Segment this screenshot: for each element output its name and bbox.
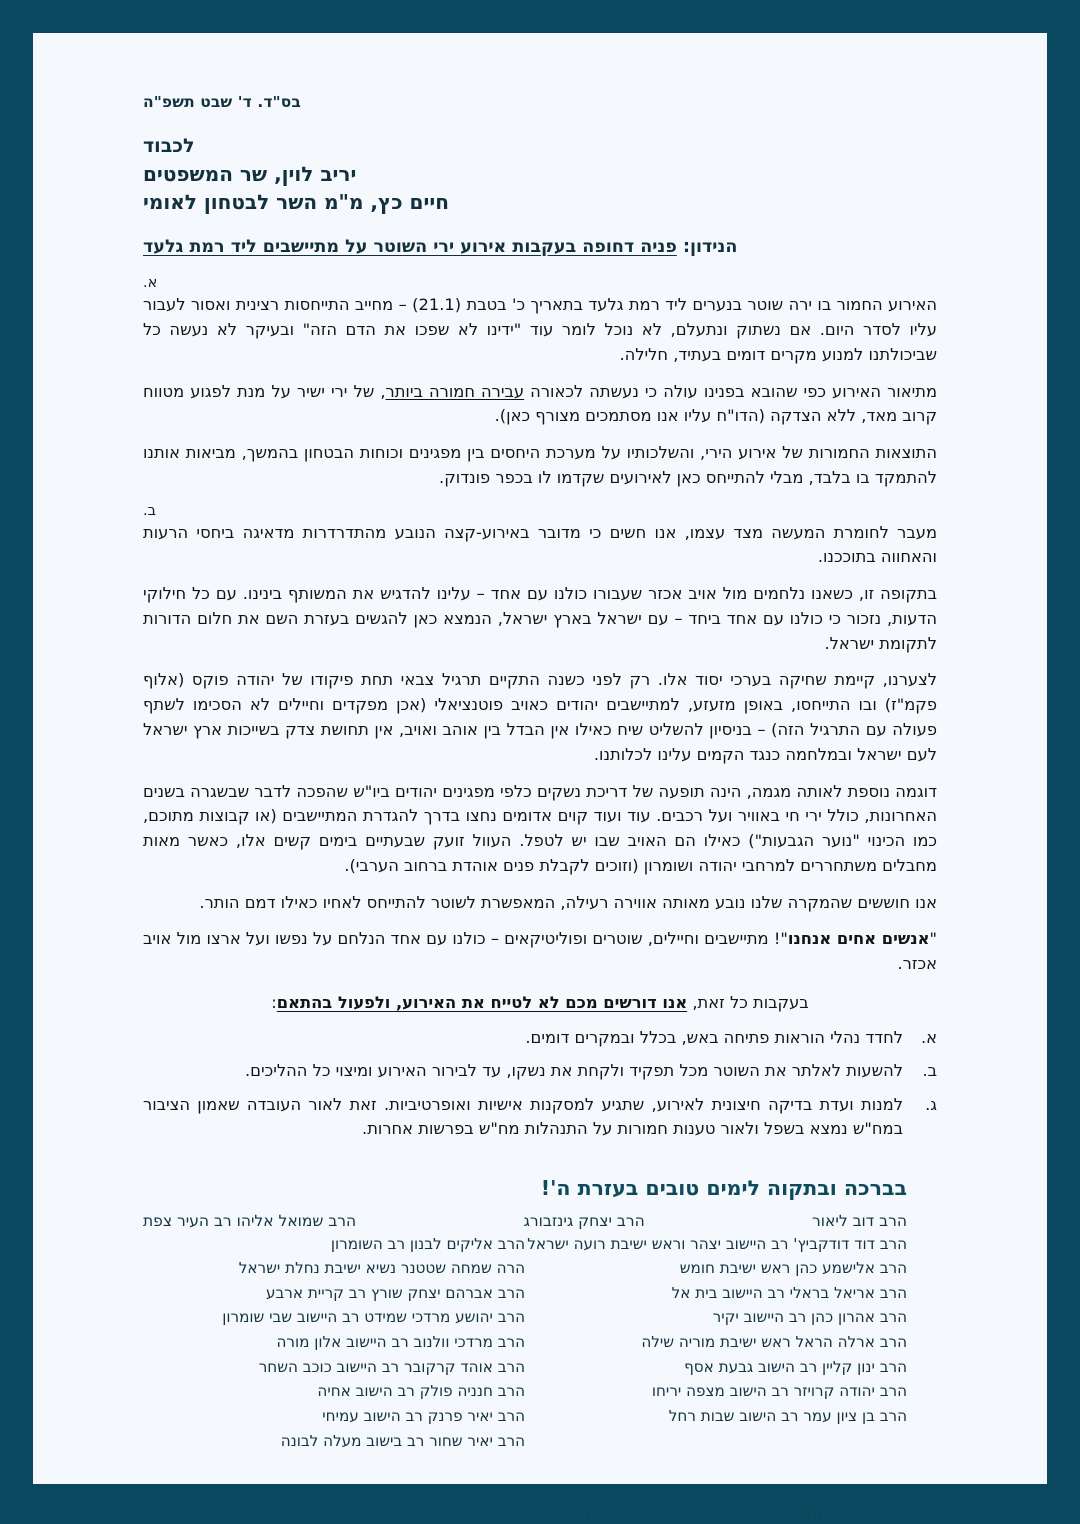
paragraph-text: , של ירי ישיר על מנת לפגוע מטווח קרוב מאד, ללא הצדקה (הדו"ח עליו אנו מסתמכים מצורף כאן). xyxy=(143,381,937,426)
paragraph-text: " xyxy=(929,929,937,949)
signatories-column-right xyxy=(137,1232,525,1454)
demand-marker: ב. xyxy=(922,1061,937,1081)
paragraph-text: דוגמה נוספת לאותה מגמה, הינה תופעה של דריכת נשקים כלפי מפגינים יהודים ביו"ש שהפכה לדבר שבשגרה בשנים האחרונות, כולל ירי חי באוויר ועל רכבים. עוד ועוד קוים אדומים נחצו בדרך להגדרת המתיישבים (או קבוצות מתוכם, כמו הכינוי "נוער הגבעות") כאילו הם האויב שבו יש לטפל. העוול זועק שבעתיים בימים קשים אלו, כאשר מאות מחבלים משתחררים למרחבי יהודה ושומרון (וזוכים לקבלת פנים אוהדת ברחוב הערבי). xyxy=(143,781,937,875)
addressee-secondary: חיים כץ, מ"מ השר לבטחון לאומי xyxy=(143,190,449,215)
addressee-primary: יריב לוין, שר המשפטים xyxy=(143,161,357,186)
subject-label: הנידון xyxy=(689,236,738,257)
paragraph-text: בתקופה זו, כשאנו נלחמים מול אויב אכזר שעבורו כולנו עם אחד – עלינו להדגיש את המשותף בינינו. עם כל חילוקי הדעות, נזכור כי כולנו עם אחד ביחד – עם ישראל בארץ ישראל, הנמצא כאן להגשים בעזרת השם את חלום הדורות לתקומת ישראל. xyxy=(143,584,937,653)
section-marker: א. xyxy=(143,275,158,292)
paragraph xyxy=(143,293,937,367)
signatories-column-left xyxy=(525,1232,907,1454)
signatory: הרב אברהם יצחק שורץ רב קריית ארבע xyxy=(265,1283,525,1302)
salutation: לכבוד xyxy=(143,135,195,157)
signatory: הרב יאיר שחור רב בישוב מעלה לבונה xyxy=(280,1431,525,1450)
signatory: הרב ארלה הראל ראש ישיבת מוריה שילה xyxy=(641,1333,907,1352)
document-sections xyxy=(143,275,937,977)
paragraph-text: מעבר לחומרת המעשה מצד עצמו, אנו חשים כי מדובר באירוע-קצה הנובע מהתדרדרות מדאיגה ביחסי הרעות והאחווה בתוככנו. xyxy=(143,522,937,567)
closing-heading: בברכה ובתקוה לימים טובים בעזרת ה'! xyxy=(540,1175,907,1200)
subject-text: פניה דחופה בעקבות אירוע ירי השוטר על מתיישבים ליד רמת גלעד xyxy=(143,236,677,257)
paragraph-text: "! מתיישבים וחיילים, שוטרים ופוליטיקאים – כולנו עם אחד הנלחם על נפשו ועל ארצו מול אויב אכזר. xyxy=(143,929,937,974)
demands-intro xyxy=(143,993,937,1012)
paragraph-text: האירוע החמור בו ירה שוטר בנערים ליד רמת גלעד בתאריך כ' בטבת (21.1) – מחייב התייחסות רצינית ואסור לעבור עליו לסדר היום. אם נשתוק ונתעלם, לא נוכל לומר עוד "ידינו לא שפכו את הדם הזה" ובעיקר לא נעשה כל שביכולתנו למנוע מקרים דומים בעתיד, חלילה. xyxy=(143,295,937,364)
demand-item xyxy=(143,1093,937,1142)
demand-marker: ג. xyxy=(925,1094,937,1114)
paragraph xyxy=(143,780,937,879)
signatory: הרב יאיר פרנק רב הישוב עמיחי xyxy=(322,1406,525,1425)
paragraph xyxy=(143,521,937,571)
demand-item xyxy=(143,1059,937,1083)
signatories-grid xyxy=(143,1232,907,1454)
demand-marker: א. xyxy=(920,1027,937,1047)
signatory: הרב אוהד קרקובר רב היישוב כוכב השחר xyxy=(258,1357,525,1376)
paragraph xyxy=(143,441,937,491)
paragraph xyxy=(143,668,937,767)
paragraph xyxy=(143,380,937,430)
paragraph xyxy=(143,927,937,977)
paragraph-text: לצערנו, קיימת שחיקה בערכי יסוד אלו. רק לפני כשנה התקיים תרגיל צבאי תחת פיקודו של יהודה פוקס (אלוף פקמ"ז) ובו התייחסו, באופן מזעזע, למתיישבים יהודים כאויב פוטנציאלי (אכן מפקדים וחיילים לא הסכימו לשתף פעולה עם התרגיל הזה) – בניסיון להשליט שיח כאילו אין הבדל בין אוהב ואויב, אין תחושת צדק בשייכות ארץ ישראל לעם ישראל ובמלחמה כנגד הקמים עלינו לכלותנו. xyxy=(143,670,937,764)
signatory: הרב אהרון כהן רב היישוב יקיר xyxy=(712,1308,907,1327)
copies-label: העתקים xyxy=(781,1505,842,1524)
demands-intro-suffix: : xyxy=(271,992,277,1012)
signatory: הרה שמחה שטטנר נשיא ישיבת נחלת ישראל xyxy=(238,1259,525,1278)
signatory: הרב יהושע מרדכי שמידט רב היישוב שבי שומרון xyxy=(222,1308,525,1327)
lead-signatory: הרב יצחק גינזבורג xyxy=(523,1211,645,1230)
subject-line xyxy=(143,235,937,260)
signatory: הרב יהודה קרויזר רב הישוב מצפה יריחו xyxy=(651,1382,907,1401)
demand-item xyxy=(143,1026,937,1050)
closing-block xyxy=(143,1176,937,1454)
demand-text: למנות ועדת בדיקה חיצונית לאירוע, שתגיע למסקנות אישיות ואופרטיביות. זאת לאור העובדה שאמון הציבור במח"ש נמצא בשפל ולאור טענות חמורות על התנהלות מח"ש בפרשות אחרות. xyxy=(143,1094,903,1139)
paragraph-text: מתיאור האירוע כפי שהובא בפנינו עולה כי נעשתה לכאורה xyxy=(524,381,938,401)
document-date: בס"ד. ד' שבט תשפ"ה xyxy=(143,93,301,111)
demands-intro-prefix: בעקבות כל זאת, xyxy=(687,992,809,1012)
signatory: הרב בן ציון עמר רב הישוב שבות רחל xyxy=(668,1406,907,1425)
document-page xyxy=(33,33,1047,1524)
copies-text: : ראש הממשלה, מר בנימין נתניהו. ממ"ז ש"י משה פינצ'י. אלוף פקמ"ז אבי בלוט xyxy=(238,1505,782,1524)
signatory: הרב חנניה פולק רב הישוב אחיה xyxy=(317,1382,525,1401)
copies-line xyxy=(143,1505,937,1524)
subject-colon: : xyxy=(676,236,690,257)
signatory: הרב אליקים לבנון רב השומרון xyxy=(330,1234,525,1253)
lead-signatories-row xyxy=(143,1212,907,1230)
paragraph-text: התוצאות החמורות של אירוע הירי, והשלכותיו על מערכת היחסים בין מפגינים וכוחות הבטחון בהמשך, מביאות אותנו להתמקד בו בלבד, מבלי להתייחס כאן לאירועים שקדמו לו בכפר פונדוק. xyxy=(143,443,937,487)
demands-intro-bold: אנו דורשים מכם לא לטייח את האירוע, ולפעול בהתאם xyxy=(276,992,688,1012)
section-marker: ב. xyxy=(143,502,156,519)
paragraph-text: עבירה חמורה ביותר xyxy=(385,381,525,401)
signatory: הרב אריאל בראלי רב היישוב בית אל xyxy=(671,1283,907,1302)
demand-text: להשעות לאלתר את השוטר מכל תפקיד ולקחת את נשקו, עד לבירור האירוע ומיצוי כל ההליכים. xyxy=(245,1061,903,1081)
demands-list xyxy=(143,1026,937,1142)
paragraph xyxy=(143,582,937,656)
demand-text: לחדד נהלי הוראות פתיחה באש, בכלל ובמקרים דומים. xyxy=(525,1027,903,1047)
paragraph-text: אנו חוששים שהמקרה שלנו נובע מאותה אווירה רעילה, המאפשרת לשוטר להתייחס לאחיו כאילו דמם הותר. xyxy=(199,892,937,912)
signatory: הרב דוד דודקביץ' רב היישוב יצהר וראש ישיבת רועה ישראל xyxy=(527,1234,907,1253)
signatory: הרב מרדכי וולנוב רב היישוב אלון מורה xyxy=(276,1333,525,1352)
lead-signatory: הרב דוב ליאור xyxy=(812,1211,907,1230)
paragraph-text: אנשים אחים אנחנו xyxy=(787,929,930,949)
lead-signatory: הרב שמואל אליהו רב העיר צפת xyxy=(143,1211,357,1230)
signatory: הרב ינון קליין רב הישוב גבעת אסף xyxy=(684,1357,907,1376)
addressee-block xyxy=(143,133,937,217)
paragraph xyxy=(143,891,937,916)
signatory: הרב אלישמע כהן ראש ישיבת חומש xyxy=(679,1259,907,1278)
